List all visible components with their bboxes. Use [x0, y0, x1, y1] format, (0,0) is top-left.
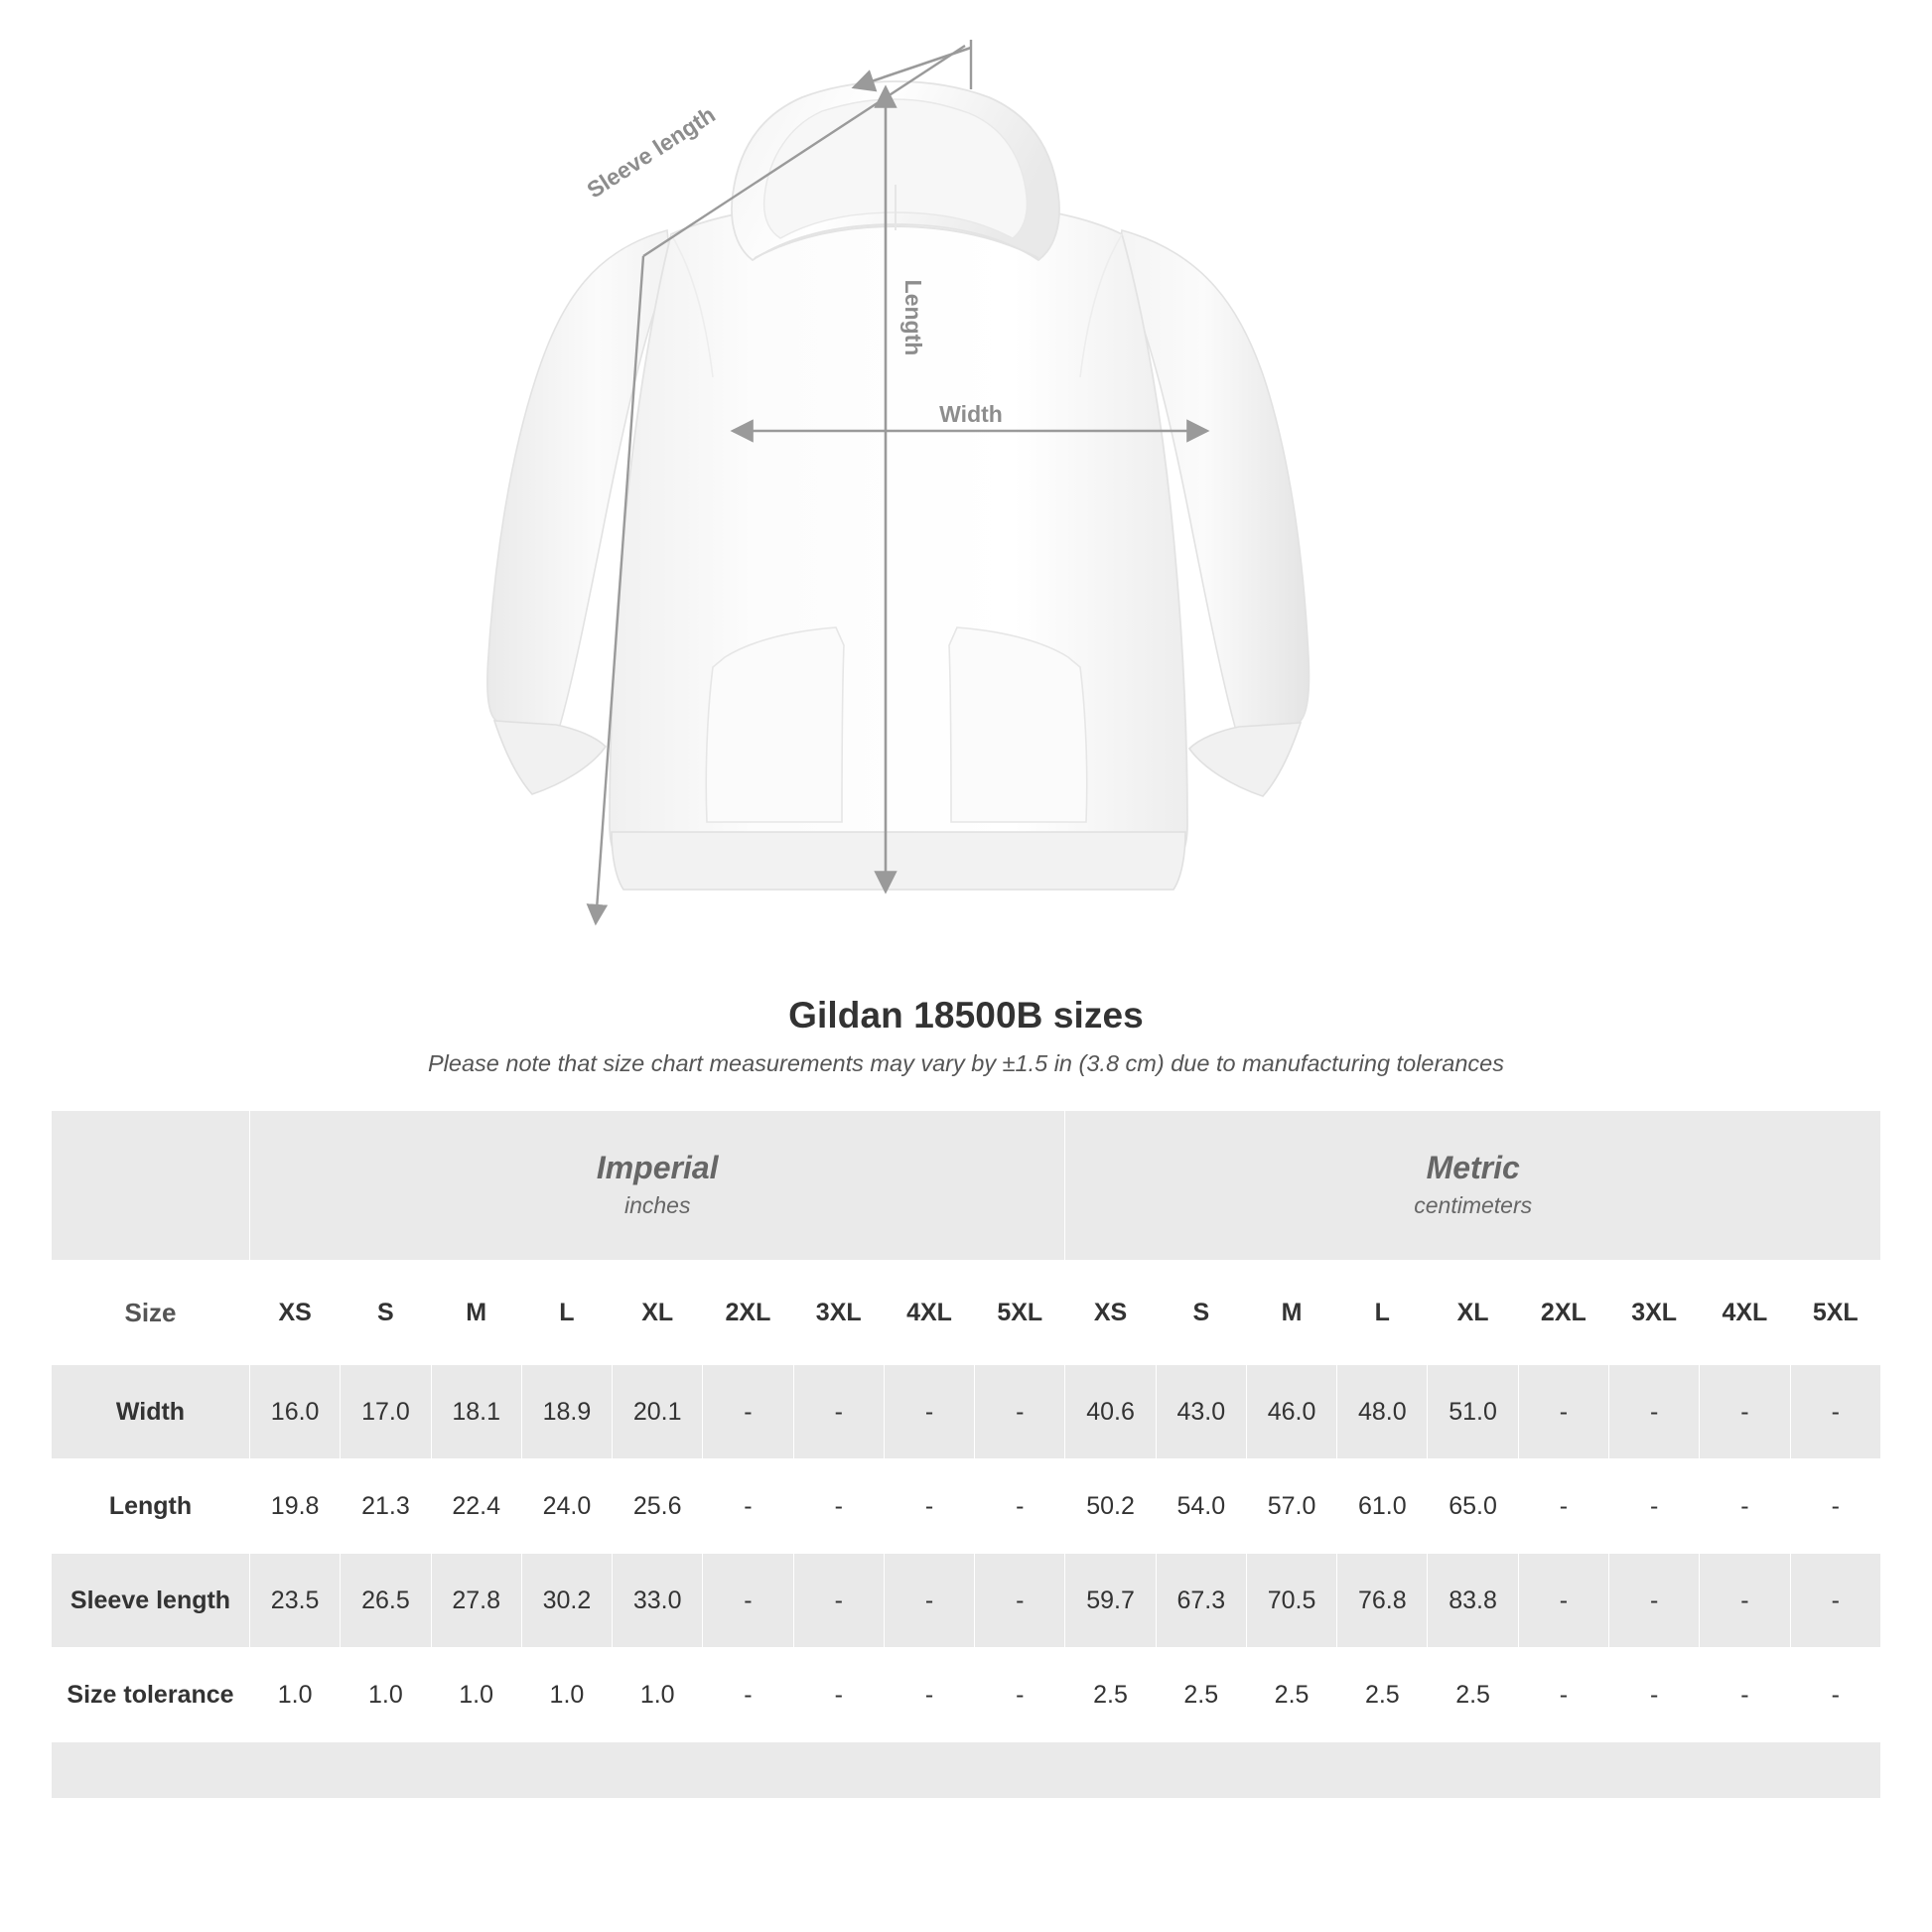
label-length: Length [900, 279, 926, 356]
table-row [52, 1459, 1881, 1554]
cell-tolerance-metric-xs: 2.5 [1065, 1648, 1156, 1742]
title-block [0, 995, 1932, 1077]
cell-length-imperial-l: 24.0 [521, 1459, 612, 1554]
cell-length-imperial-4xl: - [884, 1459, 974, 1554]
cell-sleeve-imperial-3xl: - [793, 1554, 884, 1648]
size-header-metric-xs: XS [1065, 1261, 1156, 1365]
cell-length-metric-xl: 65.0 [1428, 1459, 1518, 1554]
cell-length-metric-s: 54.0 [1156, 1459, 1246, 1554]
table-footer-row [52, 1742, 1881, 1799]
cell-width-metric-xl: 51.0 [1428, 1365, 1518, 1459]
size-table-wrap [51, 1110, 1881, 1799]
label-sleeve-length: Sleeve length [582, 101, 720, 204]
size-header-imperial-xl: XL [613, 1261, 703, 1365]
cell-width-metric-s: 43.0 [1156, 1365, 1246, 1459]
cell-tolerance-imperial-xl: 1.0 [613, 1648, 703, 1742]
cell-sleeve-imperial-m: 27.8 [431, 1554, 521, 1648]
cell-length-metric-m: 57.0 [1246, 1459, 1336, 1554]
cell-sleeve-metric-xs: 59.7 [1065, 1554, 1156, 1648]
cell-sleeve-metric-l: 76.8 [1337, 1554, 1428, 1648]
cell-width-metric-5xl: - [1790, 1365, 1880, 1459]
cell-tolerance-imperial-l: 1.0 [521, 1648, 612, 1742]
unit-header-imperial [250, 1111, 1065, 1261]
hoodie-graphic [487, 81, 1310, 890]
size-header-imperial-4xl: 4XL [884, 1261, 974, 1365]
cell-sleeve-metric-3xl: - [1608, 1554, 1699, 1648]
cell-tolerance-imperial-s: 1.0 [341, 1648, 431, 1742]
cell-sleeve-imperial-xs: 23.5 [250, 1554, 341, 1648]
cell-sleeve-imperial-4xl: - [884, 1554, 974, 1648]
cell-tolerance-metric-xl: 2.5 [1428, 1648, 1518, 1742]
size-header-metric-l: L [1337, 1261, 1428, 1365]
size-header-label: Size [52, 1261, 250, 1365]
cell-sleeve-imperial-s: 26.5 [341, 1554, 431, 1648]
cell-tolerance-imperial-4xl: - [884, 1648, 974, 1742]
size-header-row [52, 1261, 1881, 1365]
cell-width-imperial-4xl: - [884, 1365, 974, 1459]
cell-width-imperial-s: 17.0 [341, 1365, 431, 1459]
cell-sleeve-metric-m: 70.5 [1246, 1554, 1336, 1648]
size-header-metric-4xl: 4XL [1700, 1261, 1790, 1365]
table-row [52, 1648, 1881, 1742]
row-label-size-tolerance: Size tolerance [52, 1648, 250, 1742]
size-header-metric-5xl: 5XL [1790, 1261, 1880, 1365]
size-header-metric-xl: XL [1428, 1261, 1518, 1365]
table-row [52, 1554, 1881, 1648]
size-header-imperial-5xl: 5XL [975, 1261, 1065, 1365]
cell-width-imperial-3xl: - [793, 1365, 884, 1459]
row-label-sleeve-length: Sleeve length [52, 1554, 250, 1648]
cell-sleeve-metric-xl: 83.8 [1428, 1554, 1518, 1648]
cell-sleeve-metric-5xl: - [1790, 1554, 1880, 1648]
size-header-imperial-xs: XS [250, 1261, 341, 1365]
cell-tolerance-imperial-2xl: - [703, 1648, 793, 1742]
row-label-length: Length [52, 1459, 250, 1554]
table-footer-spacer [52, 1742, 1881, 1799]
size-header-metric-s: S [1156, 1261, 1246, 1365]
cell-length-imperial-s: 21.3 [341, 1459, 431, 1554]
cell-length-metric-5xl: - [1790, 1459, 1880, 1554]
unit-header-spacer [52, 1111, 250, 1261]
size-header-metric-3xl: 3XL [1608, 1261, 1699, 1365]
unit-sub-metric: centimeters [1414, 1191, 1533, 1218]
cell-width-imperial-xs: 16.0 [250, 1365, 341, 1459]
cell-tolerance-metric-5xl: - [1790, 1648, 1880, 1742]
cell-width-metric-2xl: - [1518, 1365, 1608, 1459]
cell-tolerance-metric-4xl: - [1700, 1648, 1790, 1742]
cell-length-metric-xs: 50.2 [1065, 1459, 1156, 1554]
cell-length-metric-l: 61.0 [1337, 1459, 1428, 1554]
cell-tolerance-imperial-m: 1.0 [431, 1648, 521, 1742]
row-label-width: Width [52, 1365, 250, 1459]
unit-sub-imperial: inches [623, 1191, 691, 1218]
cell-sleeve-imperial-l: 30.2 [521, 1554, 612, 1648]
cell-width-metric-xs: 40.6 [1065, 1365, 1156, 1459]
size-header-imperial-l: L [521, 1261, 612, 1365]
cell-tolerance-metric-3xl: - [1608, 1648, 1699, 1742]
cell-tolerance-imperial-3xl: - [793, 1648, 884, 1742]
cell-sleeve-imperial-2xl: - [703, 1554, 793, 1648]
cell-length-imperial-xl: 25.6 [613, 1459, 703, 1554]
cell-length-imperial-3xl: - [793, 1459, 884, 1554]
cell-tolerance-metric-m: 2.5 [1246, 1648, 1336, 1742]
cell-width-imperial-5xl: - [975, 1365, 1065, 1459]
cell-sleeve-metric-4xl: - [1700, 1554, 1790, 1648]
cell-length-metric-2xl: - [1518, 1459, 1608, 1554]
cell-sleeve-metric-s: 67.3 [1156, 1554, 1246, 1648]
cell-tolerance-metric-l: 2.5 [1337, 1648, 1428, 1742]
cell-tolerance-metric-2xl: - [1518, 1648, 1608, 1742]
size-header-imperial-s: S [341, 1261, 431, 1365]
cell-sleeve-metric-2xl: - [1518, 1554, 1608, 1648]
cell-width-metric-4xl: - [1700, 1365, 1790, 1459]
table-row [52, 1365, 1881, 1459]
cell-length-metric-3xl: - [1608, 1459, 1699, 1554]
cell-width-imperial-2xl: - [703, 1365, 793, 1459]
cell-width-imperial-m: 18.1 [431, 1365, 521, 1459]
cell-tolerance-metric-s: 2.5 [1156, 1648, 1246, 1742]
cell-tolerance-imperial-xs: 1.0 [250, 1648, 341, 1742]
label-width: Width [939, 401, 1003, 427]
cell-sleeve-imperial-5xl: - [975, 1554, 1065, 1648]
unit-header-row [52, 1111, 1881, 1261]
cell-length-imperial-xs: 19.8 [250, 1459, 341, 1554]
unit-name-metric: Metric [1426, 1149, 1520, 1185]
cell-width-imperial-l: 18.9 [521, 1365, 612, 1459]
unit-name-imperial: Imperial [596, 1149, 719, 1185]
size-header-metric-m: M [1246, 1261, 1336, 1365]
cell-width-imperial-xl: 20.1 [613, 1365, 703, 1459]
cell-length-imperial-m: 22.4 [431, 1459, 521, 1554]
cell-sleeve-imperial-xl: 33.0 [613, 1554, 703, 1648]
cell-width-metric-l: 48.0 [1337, 1365, 1428, 1459]
cell-width-metric-m: 46.0 [1246, 1365, 1336, 1459]
unit-header-metric [1065, 1111, 1881, 1261]
size-header-imperial-2xl: 2XL [703, 1261, 793, 1365]
size-header-metric-2xl: 2XL [1518, 1261, 1608, 1365]
cell-tolerance-imperial-5xl: - [975, 1648, 1065, 1742]
cell-width-metric-3xl: - [1608, 1365, 1699, 1459]
size-header-imperial-3xl: 3XL [793, 1261, 884, 1365]
cell-length-imperial-5xl: - [975, 1459, 1065, 1554]
size-header-imperial-m: M [431, 1261, 521, 1365]
size-table [51, 1110, 1881, 1799]
tolerance-note: Please note that size chart measurements may vary by ±1.5 in (3.8 cm) due to manufacturing tolerances [428, 1050, 1504, 1076]
page-title: Gildan 18500B sizes [788, 995, 1144, 1035]
cell-length-imperial-2xl: - [703, 1459, 793, 1554]
cell-length-metric-4xl: - [1700, 1459, 1790, 1554]
